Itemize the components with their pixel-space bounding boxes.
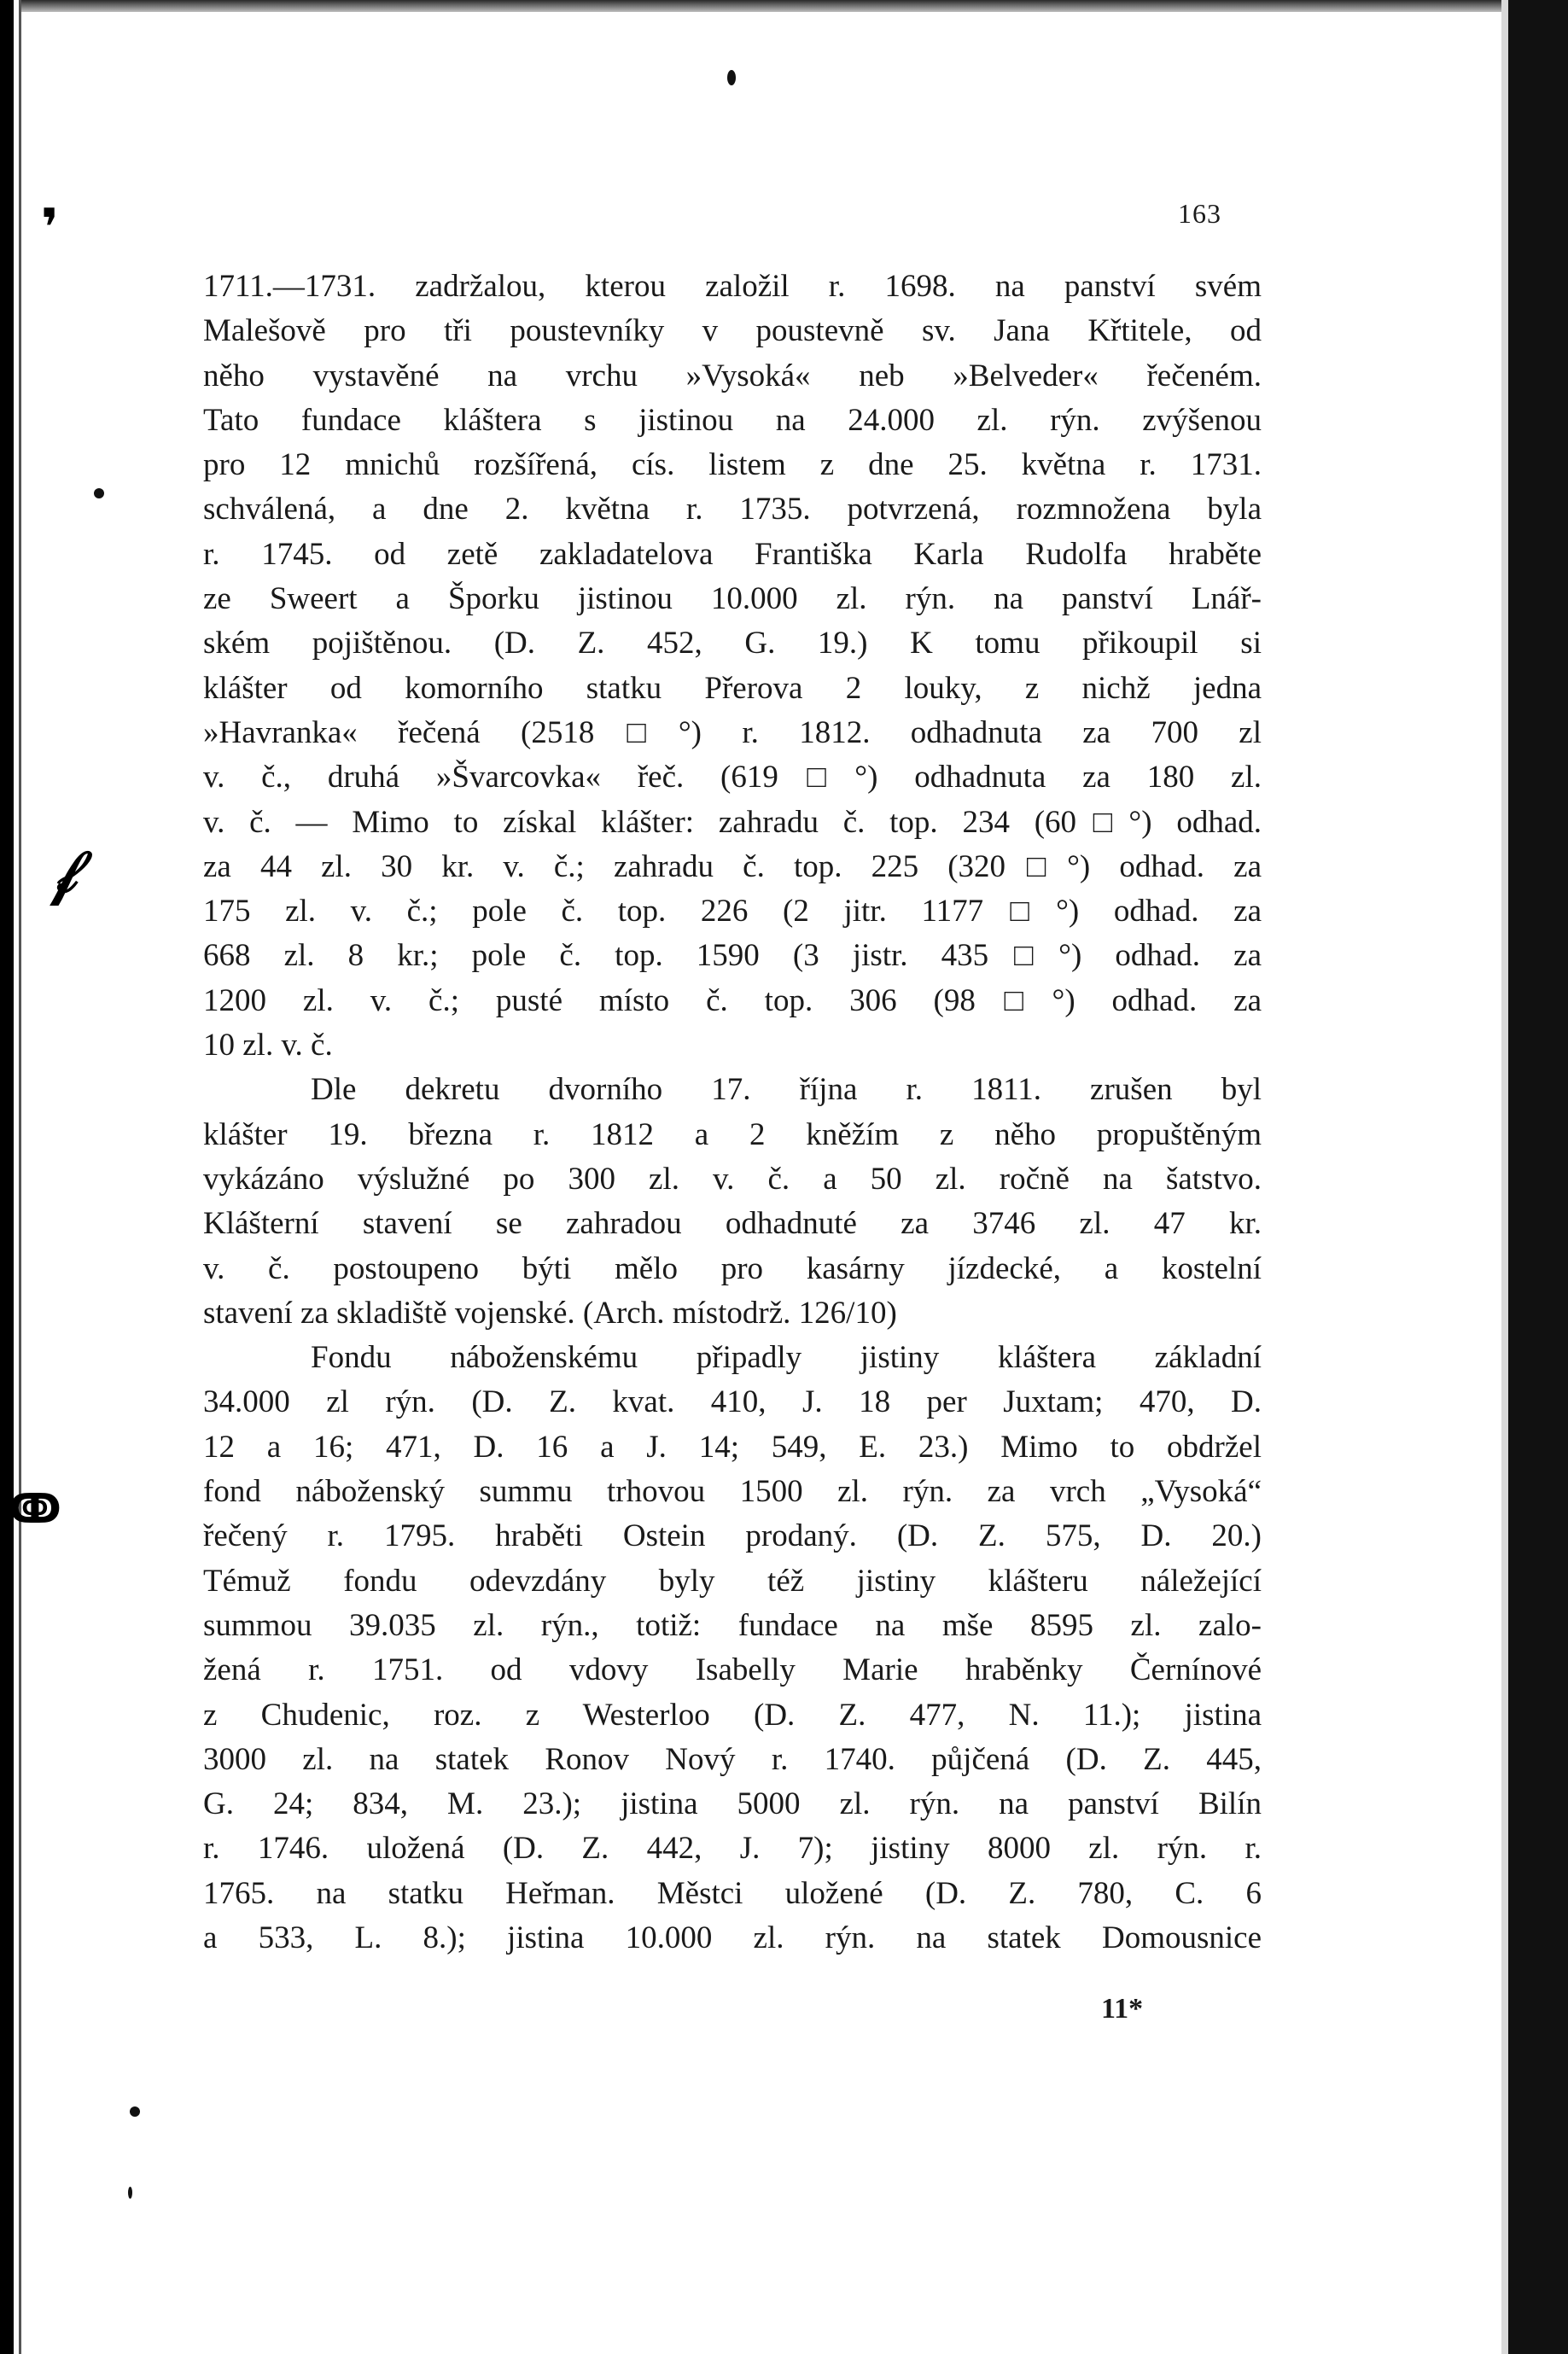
margin-mark-top: ❜ — [41, 198, 59, 258]
text-line: za 44 zl. 30 kr. v. č.; zahradu č. top. 225 (320□°) odhad. za — [203, 848, 1262, 884]
scan-right-gutter — [1501, 0, 1508, 2354]
text-line: r. 1745. od zetě zakladatelova Františka Karla Rudolfa hraběte — [203, 536, 1262, 572]
text-line: ském pojištěnou. (D. Z. 452, G. 19.) K tomu přikoupil si — [203, 626, 1262, 661]
text-line: stavení za skladiště vojenské. (Arch. místodrž. 126/10) — [203, 1295, 897, 1331]
text-line: summou 39.035 zl. rýn., totiž: fundace na mše 8595 zl. zalo- — [203, 1607, 1262, 1643]
text-line: klášter od komorního statku Přerova 2 louky, z nichž jedna — [203, 670, 1262, 706]
text-line: »Havranka« řečená (2518□°) r. 1812. odhadnuta za 700 zl — [203, 714, 1262, 750]
text-line: Témuž fondu odevzdány byly též jistiny klášteru náležející — [203, 1563, 1262, 1599]
text-line: klášter 19. března r. 1812 a 2 kněžím z něho propuštěným — [203, 1116, 1262, 1152]
text-line: 175 zl. v. č.; pole č. top. 226 (2 jitr. 1177□°) odhad. za — [203, 894, 1262, 929]
text-line: v. č. — Mimo to získal klášter: zahradu č. top. 234 (60□°) odhad. — [203, 804, 1262, 840]
signature-mark: 11* — [1101, 1993, 1144, 2025]
speck — [128, 2187, 132, 2199]
scan-top-edge — [0, 0, 1568, 12]
margin-mark-middle: 𝒻 — [51, 836, 79, 906]
text-line: 34.000 zl rýn. (D. Z. kvat. 410, J. 18 per Juxtam; 470, D. — [203, 1384, 1262, 1420]
speck — [130, 2106, 140, 2117]
text-line: fond náboženský summu trhovou 1500 zl. rýn. za vrch „Vysoká“ — [203, 1474, 1262, 1510]
text-line: vykázáno výslužné po 300 zl. v. č. a 50 zl. ročně na šatstvo. — [203, 1161, 1262, 1197]
text-line: 1765. na statku Heřman. Městci uložené (D. Z. 780, C. 6 — [203, 1875, 1262, 1911]
text-line: v. č., druhá »Švarcovka« řeč. (619□°) odhadnuta za 180 zl. — [203, 760, 1262, 795]
text-line: v. č. postoupeno býti mělo pro kasárny jízdecké, a kostelní — [203, 1250, 1262, 1286]
text-line: pro 12 mnichů rozšířená, cís. listem z dne 25. května r. 1731. — [203, 447, 1262, 483]
text-line: 10 zl. v. č. — [203, 1028, 333, 1063]
speck — [727, 70, 736, 85]
text-line-paragraph-start: Dle dekretu dvorního 17. října r. 1811. zrušen byl — [311, 1072, 1262, 1108]
text-line-paragraph-start: Fondu náboženskému připadly jistiny kláštera základní — [311, 1340, 1262, 1376]
text-line: a 533, L. 8.); jistina 10.000 zl. rýn. na statek Domousnice — [203, 1920, 1262, 1955]
text-line: Klášterní stavení se zahradou odhadnuté za 3746 zl. 47 kr. — [203, 1206, 1262, 1242]
text-line: 1711.—1731. zadržalou, kterou založil r. 1698. na panství svém — [203, 269, 1262, 304]
page-number: 163 — [1178, 198, 1221, 229]
text-line: 12 a 16; 471, D. 16 a J. 14; 549, E. 23.) Mimo to obdržel — [203, 1429, 1262, 1465]
text-line: Tato fundace kláštera s jistinou na 24.000 zl. rýn. zvýšenou — [203, 402, 1262, 438]
text-line: 3000 zl. na statek Ronov Nový r. 1740. půjčená (D. Z. 445, — [203, 1741, 1262, 1777]
text-line: žená r. 1751. od vdovy Isabelly Marie hraběnky Černínové — [203, 1652, 1262, 1688]
text-line: něho vystavěné na vrchu »Vysoká« neb »Belveder« řečeném. — [203, 358, 1262, 393]
text-line: z Chudenic, roz. z Westerloo (D. Z. 477, N. 11.); jistina — [203, 1697, 1262, 1733]
text-line: G. 24; 834, M. 23.); jistina 5000 zl. rýn. na panství Bilín — [203, 1786, 1262, 1822]
text-line: 668 zl. 8 kr.; pole č. top. 1590 (3 jistr. 435□°) odhad. za — [203, 938, 1262, 974]
text-line: Malešově pro tři poustevníky v poustevně sv. Jana Křtitele, od — [203, 313, 1262, 349]
text-line: schválená, a dne 2. května r. 1735. potvrzená, rozmnožena byla — [203, 492, 1262, 527]
text-line: r. 1746. uložená (D. Z. 442, J. 7); jistiny 8000 zl. rýn. r. — [203, 1831, 1262, 1867]
text-line: 1200 zl. v. č.; pusté místo č. top. 306 (98□°) odhad. za — [203, 982, 1262, 1018]
margin-mark-lower: ↂ — [9, 1485, 61, 1533]
scan-right-border — [1508, 0, 1568, 2354]
scan-left-border — [0, 0, 14, 2354]
scan-left-rule — [19, 0, 21, 2354]
text-line: řečený r. 1795. hraběti Ostein prodaný. (D. Z. 575, D. 20.) — [203, 1518, 1262, 1554]
body-text — [203, 265, 1262, 1961]
text-line: ze Sweert a Šporku jistinou 10.000 zl. rýn. na panství Lnář- — [203, 581, 1262, 617]
speck — [94, 488, 104, 498]
